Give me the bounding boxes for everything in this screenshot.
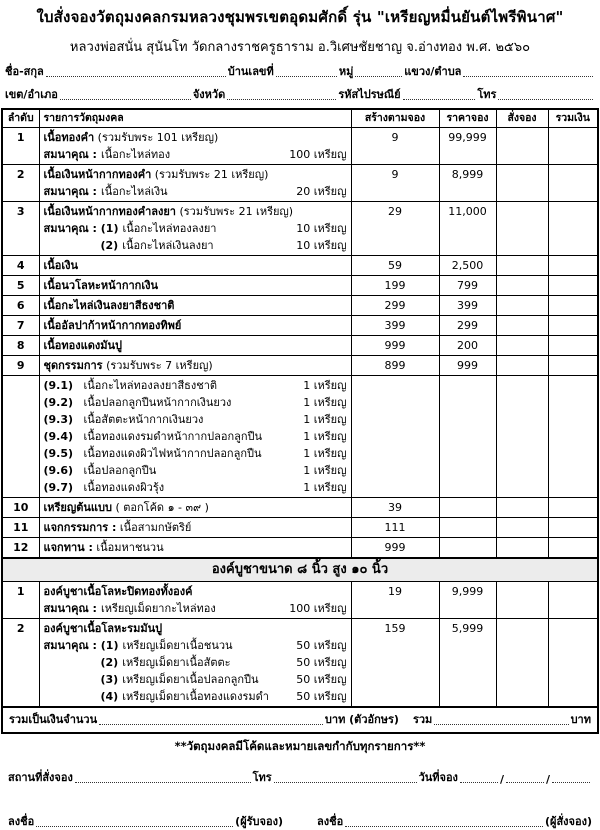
order-qty-cell[interactable]	[496, 356, 548, 376]
form-line-2	[5, 80, 595, 103]
house-no-label: บ้านเลขที่	[227, 65, 274, 78]
subdistrict-label: แขวง/ตำบล	[404, 65, 462, 78]
form-line-1	[5, 57, 595, 80]
order-qty-cell[interactable]	[496, 256, 548, 276]
table-row-6: 6 เนื้อกะไหล่เงินลงยาสีธงชาติ 299 399	[2, 296, 598, 316]
row-total-cell[interactable]	[548, 538, 598, 559]
bucha-section-header	[2, 558, 598, 582]
table-row-7: 7 เนื้ออัลปาก้าหน้ากากทองทิพย์ 399 299	[2, 316, 598, 336]
order-qty-cell[interactable]	[496, 619, 548, 708]
page-subtitle: หลวงพ่อสนั่น สุนันโท วัดกลางราชครูธาราม อ.วิเศษชัยชาญ จ.อ่างทอง พ.ศ. ๒๕๖๐	[69, 40, 531, 55]
table-row-5: 5 เนื้อนวโลหะหน้ากากเงิน 199 799	[2, 276, 598, 296]
row-total-cell[interactable]	[548, 202, 598, 256]
place-field[interactable]	[75, 781, 251, 783]
table-row-1: 1 เนื้อทองคำ (รวมรับพระ 101 เหรียญ) สมนาคุณ : เนื้อกะไหล่ทอง 100 เหรียญ 9 99,999	[2, 128, 598, 165]
bucha-row-2: 2 องค์บูชาเนื้อโลหะรมมันปู สมนาคุณ : (1) เหรียญเม็ดยาเนื้อชนวน 50 เหรียญ (2) เหรียญเม็ดยาเนื้อสัตตะ 50 เหรียญ (3) เหรียญเม็ดยาเนื้อปลอกลูกปืน 50 เหรียญ (4) เหรียญเม็ดยาเนื้อทองแดงรมดำ 50 เหรียญ 159 5,999	[2, 619, 598, 708]
header-order: สั่งจอง	[496, 109, 548, 128]
row-total-cell[interactable]	[548, 582, 598, 619]
row-total-cell[interactable]	[548, 356, 598, 376]
date-year-field[interactable]	[552, 781, 590, 783]
grand-total-row	[2, 707, 598, 733]
row-total-cell[interactable]	[548, 256, 598, 276]
header-no: ลำดับ	[2, 109, 39, 128]
postcode-field[interactable]	[403, 98, 476, 100]
order-qty-cell[interactable]	[496, 498, 548, 518]
row-total-cell[interactable]	[548, 128, 598, 165]
bucha-section-title: องค์บูชาขนาด ๘ นิ้ว สูง ๑๐ นิ้ว	[2, 558, 598, 582]
name-label: ชื่อ-สกุล	[5, 65, 44, 78]
table-row-9: 9 ชุดกรรมการ (รวมรับพระ 7 เหรียญ) 899 999	[2, 356, 598, 376]
subdistrict-field[interactable]	[463, 75, 593, 77]
house-no-field[interactable]	[276, 75, 337, 77]
header-total: รวมเงิน	[548, 109, 598, 128]
bucha-row-1: 1 องค์บูชาเนื้อโลหะปิดทองทั้งองค์ สมนาคุณ : เหรียญเม็ดยากะไหล่ทอง 100 เหรียญ 19 9,999	[2, 582, 598, 619]
row-total-cell[interactable]	[548, 498, 598, 518]
order-qty-cell[interactable]	[496, 538, 548, 559]
orderer-signature-field[interactable]	[345, 825, 543, 827]
row-total-cell[interactable]	[548, 336, 598, 356]
baht-text-label: บาท (ตัวอักษร)	[324, 713, 399, 726]
sum-label: รวม	[412, 713, 433, 726]
order-place-line: สถานที่สั่งจอง โทร วันที่จอง / /	[8, 768, 592, 786]
table-row-2: 2 เนื้อเงินหน้ากากทองคำ (รวมรับพระ 21 เหรียญ) สมนาคุณ : เนื้อกะไหล่เงิน 20 เหรียญ 9 8,999	[2, 165, 598, 202]
receiver-signature-field[interactable]	[36, 825, 233, 827]
header-made: สร้างตามจอง	[351, 109, 439, 128]
table-row-9-subitems: (9.1) เนื้อกะไหล่ทองลงยาสีธงชาติ 1 เหรียญ (9.2) เนื้อปลอกลูกปืนหน้ากากเงินยวง 1 เหรียญ (9.3) เนื้อสัตตะหน้ากากเงินยวง 1 เหรียญ (9.4) เนื้อทองแดงรมดำหน้ากากปลอกลูกปืน 1 เหรียญ (9.5) เนื้อทองแดงผิวไฟหน้ากากปลอกลูกปืน 1 เหรียญ (9.6) เนื้อปลอกลูกปืน 1 เหรียญ (9.7) เนื้อทองแดงผิวรุ้ง 1 เหรียญ	[2, 376, 598, 498]
order-qty-cell[interactable]	[496, 165, 548, 202]
name-field[interactable]	[46, 75, 226, 77]
table-row-4: 4 เนื้อเงิน 59 2,500	[2, 256, 598, 276]
receiver-signature: ลงชื่อ (ผู้รับจอง)	[8, 815, 283, 828]
header-price: ราคาจอง	[439, 109, 496, 128]
row-total-cell[interactable]	[548, 276, 598, 296]
table-row-12: 12 แจกทาน : เนื้อมหาชนวน 999	[2, 538, 598, 559]
order-table	[1, 108, 599, 734]
order-qty-cell[interactable]	[496, 336, 548, 356]
header-item: รายการวัตถุมงคล	[39, 109, 351, 128]
orderer-signature: ลงชื่อ (ผู้สั่งจอง)	[317, 815, 592, 828]
row-total-cell[interactable]	[548, 316, 598, 336]
baht-label: บาท	[570, 713, 591, 726]
phone-label: โทร	[477, 88, 497, 101]
order-qty-cell[interactable]	[496, 202, 548, 256]
date-day-field[interactable]	[460, 781, 498, 783]
total-label: รวมเป็นเงินจำนวน	[9, 713, 98, 726]
table-row-3: 3 เนื้อเงินหน้ากากทองคำลงยา (รวมรับพระ 21 เหรียญ) สมนาคุณ : (1) เนื้อกะไหล่ทองลงยา 10 เหรียญ (2) เนื้อกะไหล่เงินลงยา 10 เหรียญ 29 11,000	[2, 202, 598, 256]
moo-field[interactable]	[355, 75, 402, 77]
row-total-cell[interactable]	[548, 518, 598, 538]
total-amount-text-field[interactable]	[99, 723, 323, 725]
table-header-row	[2, 109, 598, 128]
row-total-cell[interactable]	[548, 165, 598, 202]
order-date-label: วันที่จอง	[418, 771, 458, 784]
district-label: เขต/อำเภอ	[5, 88, 58, 101]
code-note: **วัตถุมงคลมีโค้ดและหมายเลขกำกับทุกรายการ**	[174, 739, 426, 753]
row-total-cell[interactable]	[548, 376, 598, 498]
order-qty-cell[interactable]	[496, 128, 548, 165]
signature-row	[8, 812, 592, 830]
province-field[interactable]	[227, 98, 336, 100]
order-qty-cell[interactable]	[496, 296, 548, 316]
table-row-8: 8 เนื้อทองแดงมันปู 999 200	[2, 336, 598, 356]
page-title: ใบสั่งจองวัตถุมงคลกรมหลวงชุมพรเขตอุดมศักดิ์ รุ่น "เหรียญหมื่นยันต์ไพรีพินาศ"	[36, 8, 564, 26]
table-row-10: 10 เหรียญต้นแบบ ( ตอกโค้ด ๑ - ๓๙ ) 39	[2, 498, 598, 518]
postcode-label: รหัสไปรษณีย์	[338, 88, 401, 101]
order-qty-cell[interactable]	[496, 582, 548, 619]
date-month-field[interactable]	[506, 781, 544, 783]
phone-field[interactable]	[498, 98, 593, 100]
table-row-11: 11 แจกกรรมการ : เนื้อสามกษัตริย์ 111	[2, 518, 598, 538]
order-qty-cell[interactable]	[496, 276, 548, 296]
place-label: สถานที่สั่งจอง	[8, 771, 73, 784]
order-qty-cell[interactable]	[496, 376, 548, 498]
order-qty-cell[interactable]	[496, 518, 548, 538]
total-sum-field[interactable]	[434, 723, 568, 725]
moo-label: หมู่	[338, 65, 354, 78]
row-total-cell[interactable]	[548, 619, 598, 708]
footer-phone-label: โทร	[252, 771, 272, 784]
order-qty-cell[interactable]	[496, 316, 548, 336]
province-label: จังหวัด	[192, 88, 226, 101]
row-total-cell[interactable]	[548, 296, 598, 316]
footer-phone-field[interactable]	[274, 781, 417, 783]
district-field[interactable]	[60, 98, 191, 100]
